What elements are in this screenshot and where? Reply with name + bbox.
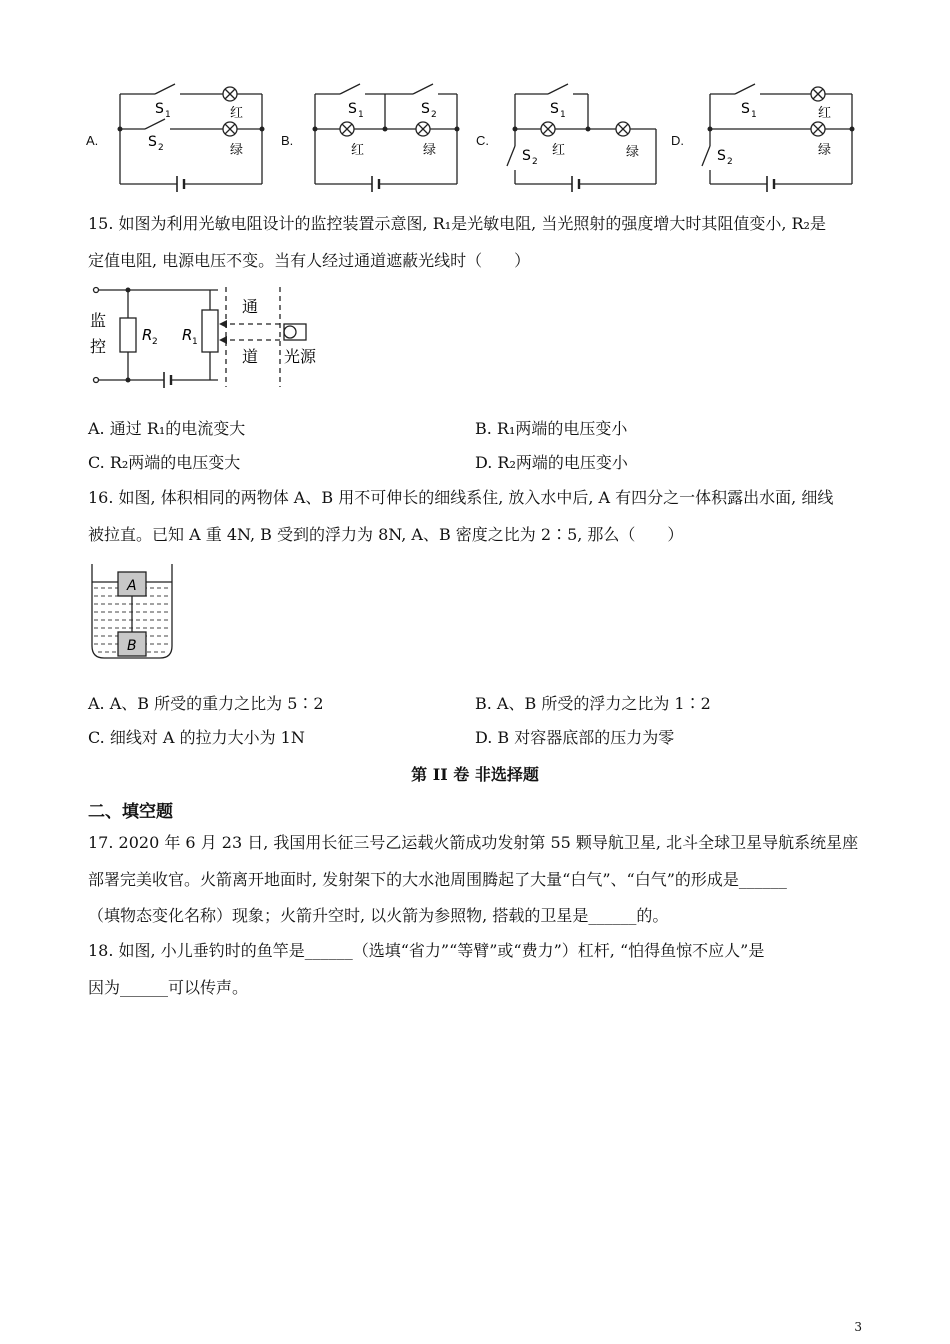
q15-option-b[interactable]: B. R₁两端的电压变小 (475, 419, 628, 438)
svg-text:绿: 绿 (626, 145, 640, 160)
q18-line2: 因为______可以传声。 (88, 978, 249, 997)
svg-text:S: S (148, 134, 157, 150)
svg-text:绿: 绿 (423, 143, 437, 158)
q17-line1: 17. 2020 年 6 月 23 日, 我国用长征三号乙运载火箭成功发射第 55 颗导航卫星, 北斗全球卫星导航系统星座 (88, 833, 859, 852)
q16-option-d[interactable]: D. B 对容器底部的压力为零 (475, 728, 675, 747)
svg-text:S: S (717, 148, 726, 164)
svg-text:2: 2 (152, 337, 158, 347)
q15-stem-line1: 15. 如图为利用光敏电阻设计的监控装置示意图, R₁是光敏电阻, 当光照射的强度增大时其阻值变小, R₂是 (88, 214, 826, 233)
q15-stem-line2: 定值电阻, 电源电压不变。当有人经过通道遮蔽光线时（ ） (88, 251, 531, 270)
svg-text:S: S (155, 101, 164, 117)
svg-text:控: 控 (90, 337, 107, 356)
q15-option-a[interactable]: A. 通过 R₁的电流变大 (88, 419, 246, 438)
q16-option-b[interactable]: B. A、B 所受的浮力之比为 1∶2 (475, 694, 711, 713)
svg-text:红: 红 (230, 106, 244, 121)
svg-text:S: S (421, 101, 430, 117)
svg-text:红: 红 (818, 106, 832, 121)
svg-text:1: 1 (192, 337, 198, 347)
svg-text:1: 1 (751, 110, 757, 120)
svg-text:S: S (550, 101, 559, 117)
circuit-diagram-a (80, 78, 275, 193)
q17-line2: 部署完美收官。火箭离开地面时, 发射架下的大水池周围腾起了大量“白气”、“白气”的形成是______ (88, 870, 787, 889)
q14-option-b (275, 78, 470, 193)
q16-stem-line2: 被拉直。已知 A 重 4N, B 受到的浮力为 8N, A、B 密度之比为 2∶5, 那么（ ） (88, 525, 684, 544)
q15-option-d[interactable]: D. R₂两端的电压变小 (475, 453, 628, 472)
svg-text:监: 监 (90, 311, 107, 330)
option-label: A. (86, 133, 99, 148)
part2-title: 第 II 卷 非选择题 (411, 765, 539, 784)
q14-option-c (470, 78, 665, 193)
svg-text:绿: 绿 (230, 143, 244, 158)
section2-title: 二、填空题 (88, 802, 173, 822)
svg-text:R: R (142, 326, 153, 344)
q16-option-a[interactable]: A. A、B 所受的重力之比为 5∶2 (88, 694, 324, 713)
svg-text:1: 1 (165, 110, 171, 120)
option-label: D. (671, 133, 684, 148)
svg-text:2: 2 (431, 110, 437, 120)
q16-container-figure (88, 562, 178, 662)
svg-text:光源: 光源 (284, 347, 317, 366)
svg-text:R: R (182, 326, 193, 344)
circuit-diagram-c (470, 78, 665, 193)
option-label: C. (476, 133, 489, 148)
svg-text:1: 1 (358, 110, 364, 120)
option-label: B. (281, 133, 294, 148)
svg-text:S: S (348, 101, 357, 117)
svg-text:红: 红 (351, 143, 365, 158)
svg-text:S: S (522, 148, 531, 164)
q15-circuit-figure (88, 282, 328, 392)
svg-text:道: 道 (242, 347, 259, 366)
svg-text:绿: 绿 (818, 143, 832, 158)
svg-text:A: A (127, 578, 137, 594)
page-number: 3 (854, 1320, 862, 1334)
svg-text:通: 通 (242, 297, 259, 316)
svg-text:S: S (741, 101, 750, 117)
circuit-diagram-d (665, 78, 865, 193)
q18-line1: 18. 如图, 小儿垂钓时的鱼竿是______（选填“省力”“等臂”或“费力”）杠杆, “怕得鱼惊不应人”是 (88, 941, 765, 960)
svg-text:2: 2 (158, 143, 164, 153)
svg-text:B: B (127, 638, 137, 654)
q15-option-c[interactable]: C. R₂两端的电压变大 (88, 453, 241, 472)
svg-text:2: 2 (727, 157, 733, 167)
circuit-diagram-b (275, 78, 470, 193)
q14-option-d (665, 78, 865, 193)
svg-text:2: 2 (532, 157, 538, 167)
q17-line3: （填物态变化名称）现象；火箭升空时, 以火箭为参照物, 搭载的卫星是______的。 (88, 906, 669, 925)
q16-option-c[interactable]: C. 细线对 A 的拉力大小为 1N (88, 728, 305, 747)
q14-option-a (80, 78, 275, 193)
svg-text:1: 1 (560, 110, 566, 120)
q16-stem-line1: 16. 如图, 体积相同的两物体 A、B 用不可伸长的细线系住, 放入水中后, A 有四分之一体积露出水面, 细线 (88, 488, 834, 507)
svg-text:红: 红 (552, 143, 566, 158)
